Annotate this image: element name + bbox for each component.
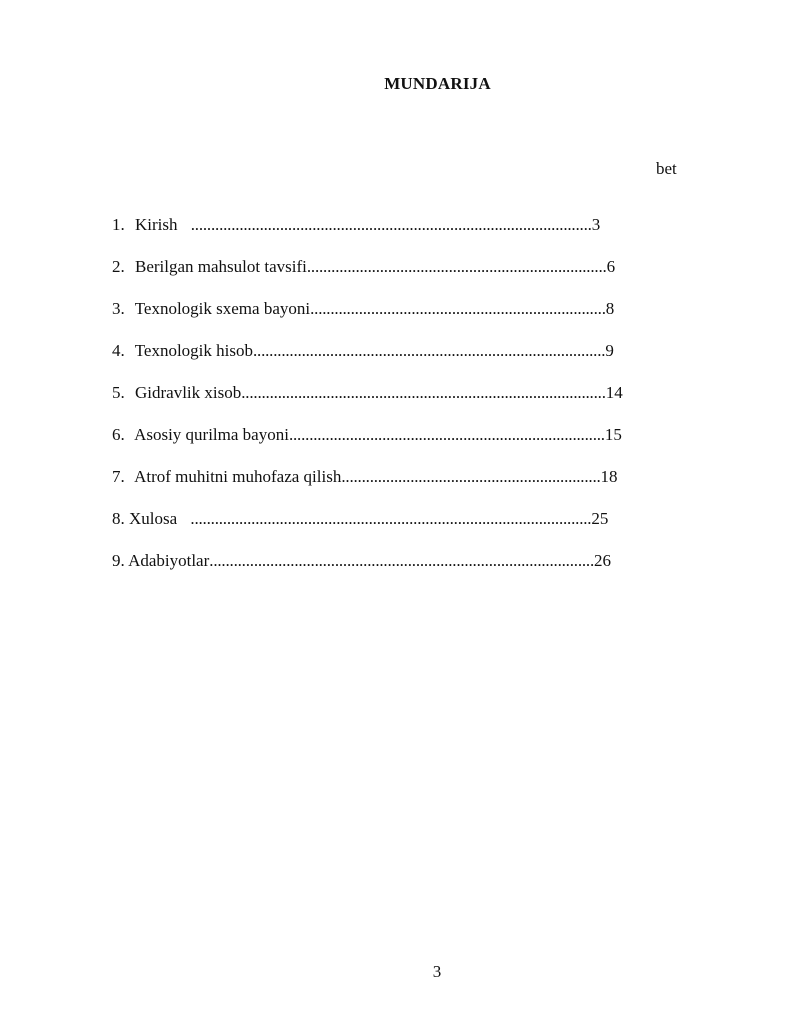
toc-entry-title: Berilgan mahsulot tavsifi: [135, 257, 307, 276]
toc-dot-leader: ...................................................................................................: [181, 509, 583, 528]
toc-entry-number: 2.: [112, 257, 125, 276]
toc-dot-leader: ...............................................................................................: [209, 551, 595, 570]
toc-entry-title: Asosiy qurilma bayoni: [134, 425, 289, 444]
toc-entry-page: 8: [605, 299, 615, 318]
table-of-contents: [112, 215, 692, 593]
toc-entry-title: Kirish: [135, 215, 182, 234]
toc-entry-title: Texnologik hisob: [134, 341, 253, 360]
toc-entry-number: 6.: [112, 425, 125, 444]
toc-entry-texnologik-sxema: [112, 299, 692, 341]
toc-entry-number: 9.: [112, 551, 125, 570]
toc-entry-title: Xulosa: [129, 509, 182, 528]
toc-dot-leader: ..........................................................................: [306, 257, 607, 276]
toc-entry-page: 14: [605, 383, 623, 402]
toc-entry-page: 26: [594, 551, 612, 570]
page-column-label: bet: [656, 159, 677, 178]
toc-entry-xulosa: [112, 509, 692, 551]
toc-dot-leader: ...................................................................................................: [181, 215, 583, 234]
toc-entry-number: 8.: [112, 509, 125, 528]
toc-dot-leader: ..............................................................................: [288, 425, 605, 444]
toc-entry-title: Gidravlik xisob: [135, 383, 242, 402]
page-number: 3: [432, 962, 442, 981]
toc-entry-title: Adabiyotlar: [128, 551, 210, 570]
toc-entry-gidravlik-xisob: [112, 383, 692, 425]
toc-entry-number: 4.: [112, 341, 125, 360]
toc-entry-asosiy-qurilma: [112, 425, 692, 467]
toc-entry-number: 3.: [112, 299, 125, 318]
toc-entry-number: 5.: [112, 383, 125, 402]
toc-dot-leader: .......................................................................................: [252, 341, 606, 360]
toc-dot-leader: ................................................................: [341, 467, 601, 486]
toc-entry-page: 6: [606, 257, 616, 276]
toc-dot-leader: .........................................................................: [310, 299, 606, 318]
toc-entry-adabiyotlar: [112, 551, 692, 593]
toc-entry-number: 1.: [112, 215, 125, 234]
toc-entry-number: 7.: [112, 467, 125, 486]
toc-entry-page: 9: [605, 341, 614, 360]
toc-entry-title: Atrof muhitni muhofaza qilish: [134, 467, 342, 486]
toc-entry-texnologik-hisob: [112, 341, 692, 383]
toc-dot-leader: ..........................................................................................: [241, 383, 606, 402]
toc-entry-title: Texnologik sxema bayoni: [134, 299, 311, 318]
toc-entry-kirish: [112, 215, 692, 257]
toc-entry-page: 15: [604, 425, 622, 444]
toc-entry-page: 3: [582, 215, 592, 234]
toc-entry-atrof-muhit: [112, 467, 692, 509]
toc-entry-berilgan-mahsulot: [112, 257, 692, 299]
toc-entry-page: 25: [582, 509, 600, 528]
toc-title: MUNDARIJA: [384, 74, 491, 93]
toc-entry-page: 18: [600, 467, 618, 486]
